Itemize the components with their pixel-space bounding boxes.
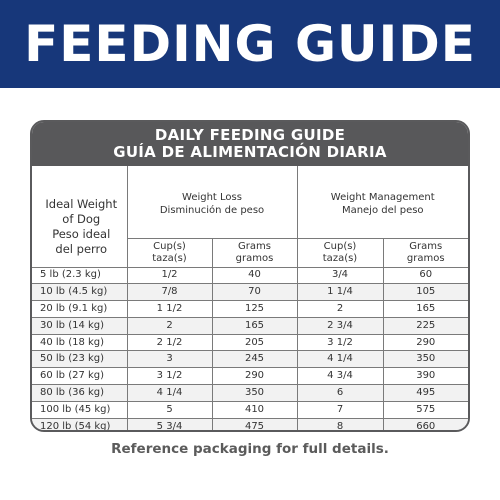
- weight-loss-header: [127, 166, 297, 238]
- mgmt-cups-cell: 3/4: [297, 267, 383, 284]
- mgmt-cups-cell: 2 3/4: [297, 317, 383, 334]
- mgmt-cups-cell: 7: [297, 401, 383, 418]
- feeding-guide-card: [30, 120, 470, 432]
- weight-management-header-en: Weight Management: [330, 191, 435, 203]
- dog-weight-header-en: Ideal Weight of Dog: [45, 197, 118, 227]
- loss-grams-header-en: Grams: [238, 240, 271, 252]
- dog-weight-cell: 40 lb (18 kg): [32, 334, 127, 351]
- loss-cups-cell: 5: [127, 401, 212, 418]
- loss-grams-cell: 70: [212, 284, 297, 301]
- dog-weight-cell: 30 lb (14 kg): [32, 317, 127, 334]
- loss-cups-cell: 1/2: [127, 267, 212, 284]
- loss-grams-cell: 290: [212, 368, 297, 385]
- mgmt-cups-header-es: taza(s): [322, 252, 358, 264]
- mgmt-cups-header: [297, 238, 383, 267]
- mgmt-grams-cell: 390: [383, 368, 468, 385]
- mgmt-grams-cell: 495: [383, 385, 468, 402]
- dog-weight-cell: 20 lb (9.1 kg): [32, 301, 127, 318]
- loss-grams-header-es: gramos: [235, 252, 274, 264]
- loss-grams-cell: 350: [212, 385, 297, 402]
- table-row: [32, 334, 468, 351]
- loss-grams-header: [212, 238, 297, 267]
- table-title-en: DAILY FEEDING GUIDE: [154, 126, 346, 144]
- dog-weight-cell: 100 lb (45 kg): [32, 401, 127, 418]
- table-row: [32, 301, 468, 318]
- mgmt-cups-cell: 6: [297, 385, 383, 402]
- mgmt-grams-cell: 60: [383, 267, 468, 284]
- mgmt-cups-cell: 4 1/4: [297, 351, 383, 368]
- mgmt-cups-cell: 8: [297, 418, 383, 432]
- mgmt-grams-cell: 225: [383, 317, 468, 334]
- loss-cups-cell: 2 1/2: [127, 334, 212, 351]
- table-row: [32, 368, 468, 385]
- table-row: [32, 284, 468, 301]
- dog-weight-cell: 5 lb (2.3 kg): [32, 267, 127, 284]
- loss-cups-cell: 7/8: [127, 284, 212, 301]
- loss-grams-cell: 205: [212, 334, 297, 351]
- loss-grams-cell: 125: [212, 301, 297, 318]
- mgmt-cups-cell: 4 3/4: [297, 368, 383, 385]
- table-row: [32, 351, 468, 368]
- footer-note: Reference packaging for full details.: [111, 441, 389, 457]
- table-row: [32, 317, 468, 334]
- table-row: [32, 267, 468, 284]
- mgmt-grams-header-es: gramos: [406, 252, 445, 264]
- dog-weight-cell: 60 lb (27 kg): [32, 368, 127, 385]
- weight-loss-header-en: Weight Loss: [182, 191, 242, 203]
- mgmt-cups-header-en: Cup(s): [323, 240, 357, 252]
- mgmt-grams-cell: 290: [383, 334, 468, 351]
- loss-cups-cell: 5 3/4: [127, 418, 212, 432]
- loss-grams-cell: 165: [212, 317, 297, 334]
- mgmt-grams-cell: 165: [383, 301, 468, 318]
- loss-cups-cell: 1 1/2: [127, 301, 212, 318]
- mgmt-cups-cell: 2: [297, 301, 383, 318]
- loss-grams-cell: 245: [212, 351, 297, 368]
- mgmt-grams-cell: 350: [383, 351, 468, 368]
- mgmt-cups-cell: 3 1/2: [297, 334, 383, 351]
- weight-loss-header-es: Disminución de peso: [159, 204, 265, 216]
- mgmt-grams-cell: 575: [383, 401, 468, 418]
- dog-weight-cell: 120 lb (54 kg): [32, 418, 127, 432]
- banner-title: FEEDING GUIDE: [24, 15, 476, 73]
- loss-grams-cell: 475: [212, 418, 297, 432]
- table-row: [32, 385, 468, 402]
- weight-management-header: [297, 166, 468, 238]
- loss-cups-header: [127, 238, 212, 267]
- loss-cups-cell: 3: [127, 351, 212, 368]
- weight-management-header-es: Manejo del peso: [341, 204, 424, 216]
- dog-weight-cell: 10 lb (4.5 kg): [32, 284, 127, 301]
- feeding-table: [32, 166, 468, 432]
- feeding-guide-banner: [0, 0, 500, 88]
- dog-weight-header: [32, 166, 127, 267]
- table-title: [32, 122, 468, 166]
- table-row: [32, 418, 468, 432]
- loss-grams-cell: 40: [212, 267, 297, 284]
- loss-cups-cell: 4 1/4: [127, 385, 212, 402]
- loss-cups-cell: 3 1/2: [127, 368, 212, 385]
- loss-grams-cell: 410: [212, 401, 297, 418]
- loss-cups-cell: 2: [127, 317, 212, 334]
- dog-weight-cell: 50 lb (23 kg): [32, 351, 127, 368]
- dog-weight-header-es: Peso ideal del perro: [52, 227, 111, 257]
- mgmt-cups-cell: 1 1/4: [297, 284, 383, 301]
- loss-cups-header-en: Cup(s): [153, 240, 186, 252]
- mgmt-grams-cell: 660: [383, 418, 468, 432]
- table-row: [32, 401, 468, 418]
- loss-cups-header-es: taza(s): [152, 252, 187, 264]
- mgmt-grams-cell: 105: [383, 284, 468, 301]
- dog-weight-cell: 80 lb (36 kg): [32, 385, 127, 402]
- mgmt-grams-header-en: Grams: [409, 240, 443, 252]
- mgmt-grams-header: [383, 238, 468, 267]
- table-title-es: GUÍA DE ALIMENTACIÓN DIARIA: [113, 143, 387, 161]
